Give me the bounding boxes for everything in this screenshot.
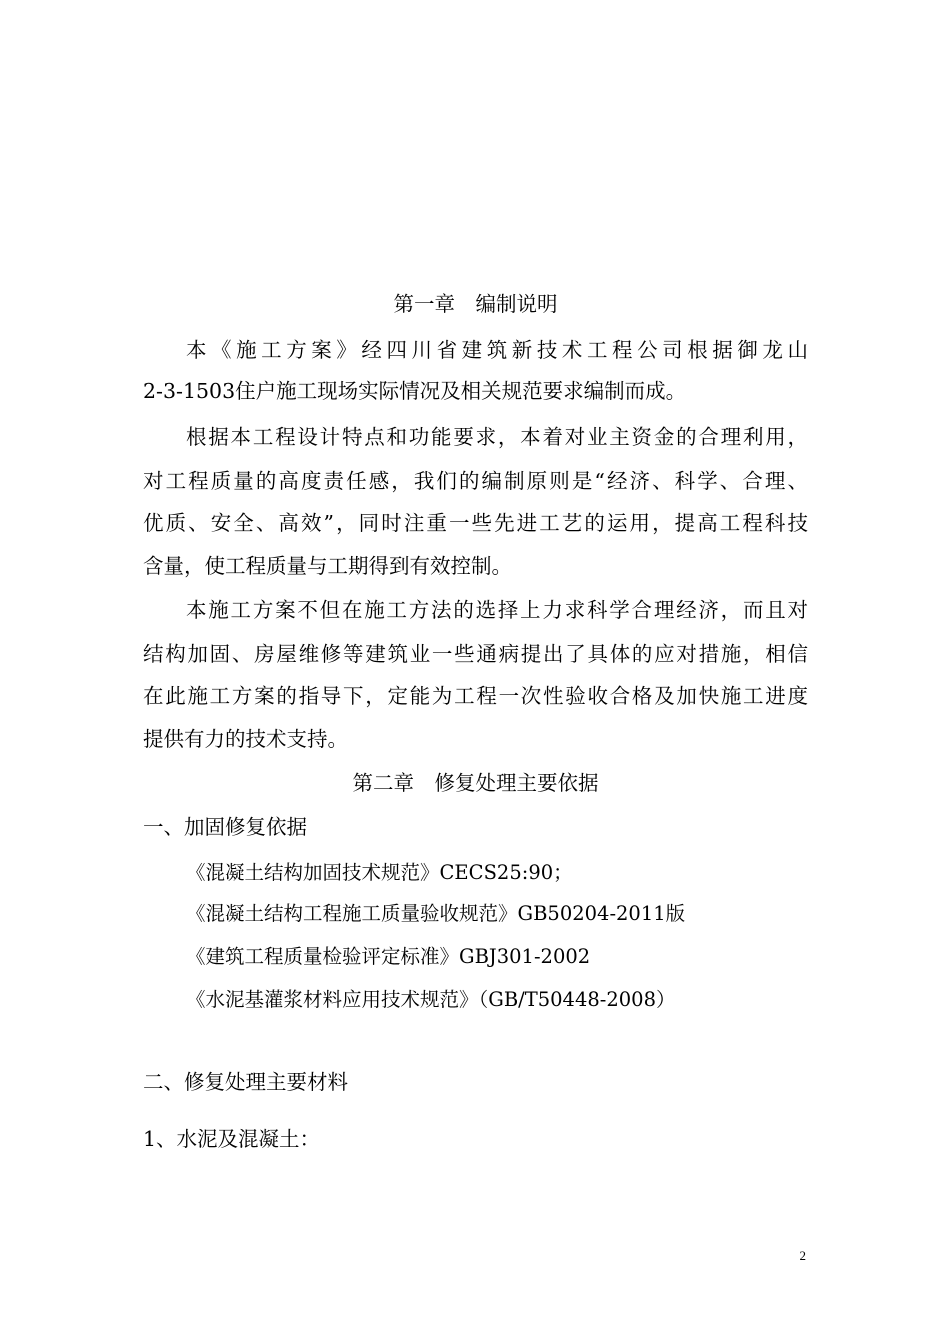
- paragraph-3-line-2: 结构加固、房屋维修等建筑业一些通病提出了具体的应对措施，相信: [143, 642, 808, 666]
- section-2-title: 二、修复处理主要材料: [143, 1070, 348, 1094]
- paragraph-3-line-4: 提供有力的技术支持。: [143, 727, 348, 751]
- paragraph-2-line-4: 含量，使工程质量与工期得到有效控制。: [143, 554, 512, 578]
- section-1-title: 一、加固修复依据: [143, 815, 307, 839]
- chapter-1-heading: 第一章 编制说明: [393, 292, 558, 316]
- chapter-2-heading: 第二章 修复处理主要依据: [352, 771, 599, 795]
- page-number: 2: [799, 1248, 806, 1263]
- reference-item: 《建筑工程质量检验评定标准》GBJ301-2002: [186, 945, 591, 968]
- paragraph-2-line-2: 对工程质量的高度责任感，我们的编制原则是“经济、科学、合理、: [143, 469, 808, 493]
- paragraph-3-line-3: 在此施工方案的指导下，定能为工程一次性验收合格及加快施工进度: [143, 684, 808, 708]
- paragraph-2-line-1: 根据本工程设计特点和功能要求，本着对业主资金的合理利用，: [186, 425, 808, 449]
- paragraph-2-line-3: 优质、安全、高效”，同时注重一些先进工艺的运用，提高工程科技: [143, 511, 808, 535]
- paragraph-1-line-1: 本《施工方案》经四川省建筑新技术工程公司根据御龙山: [186, 338, 808, 362]
- paragraph-1-line-2: 2-3-1503住户施工现场实际情况及相关规范要求编制而成。: [143, 379, 687, 403]
- paragraph-3-line-1: 本施工方案不但在施工方法的选择上力求科学合理经济，而且对: [186, 598, 808, 622]
- material-item-cement: 1、水泥及混凝土：: [143, 1127, 321, 1151]
- reference-item: 《水泥基灌浆材料应用技术规范》（GB/T50448-2008）: [186, 988, 676, 1011]
- reference-item: 《混凝土结构工程施工质量验收规范》GB50204-2011版: [186, 902, 686, 925]
- reference-item: 《混凝土结构加固技术规范》CECS25:90；: [186, 861, 573, 884]
